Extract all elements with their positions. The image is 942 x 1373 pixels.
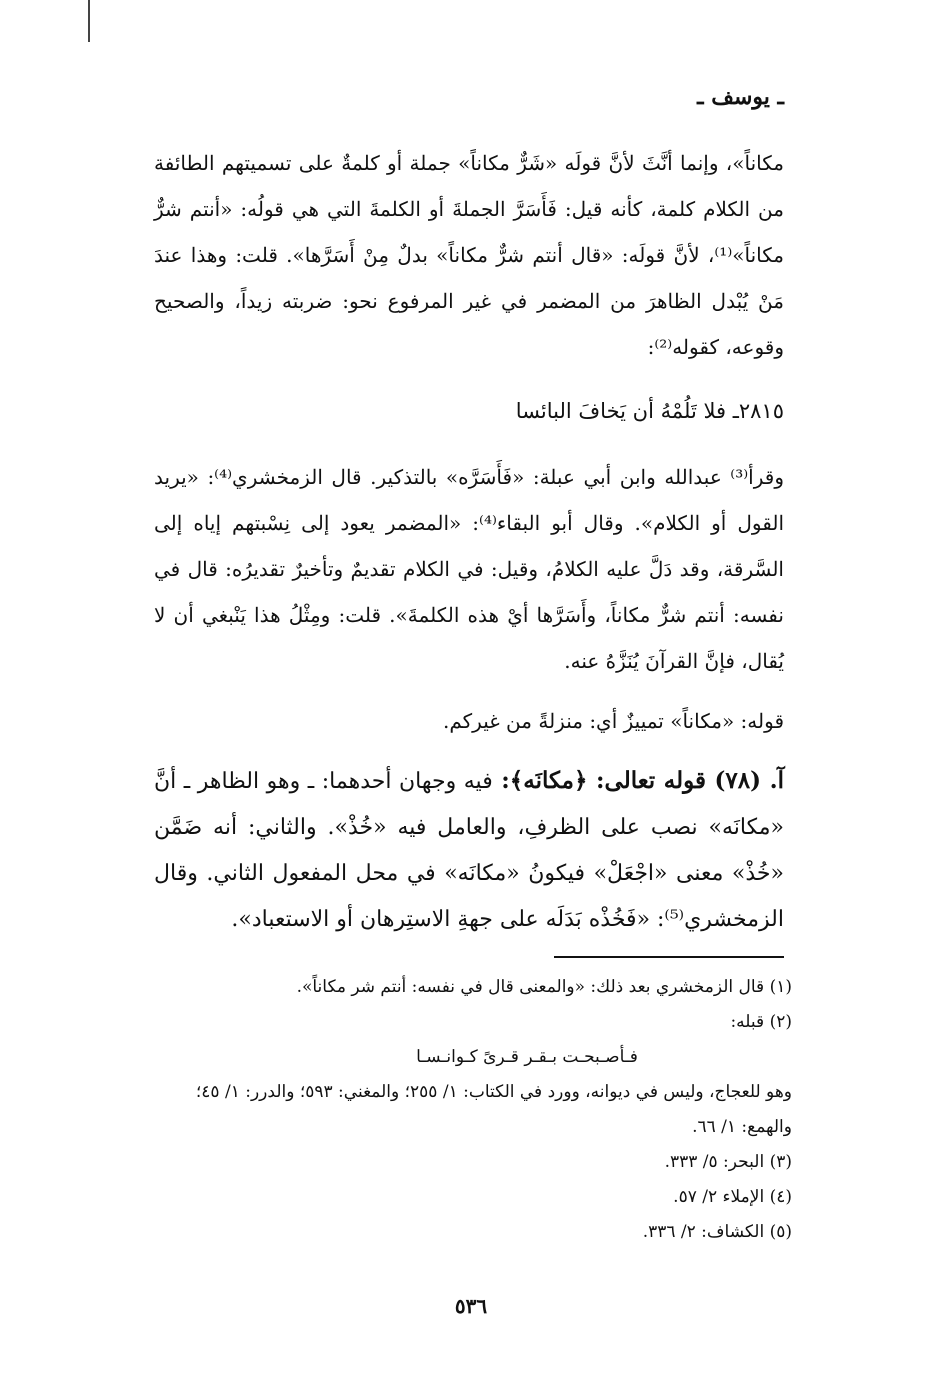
footnotes xyxy=(142,970,792,1250)
footnote-divider xyxy=(554,956,784,958)
footnote-2-note: وهو للعجاج، وليس في ديوانه، وورد في الكتاب: ١/ ٢٥٥؛ والمغني: ٥٩٣؛ والدرر: ١/ ٤٥؛ والهمع: ١/ ٦٦. xyxy=(195,1082,792,1137)
scan-margin-line xyxy=(88,0,90,42)
footnote-2-verse: فـأصـبحـت بـقـر قـرىً كـوانـسـا xyxy=(416,1047,638,1067)
main-text xyxy=(154,140,784,943)
running-header: ـ يوسف ـ xyxy=(697,84,784,110)
paragraph-4-body: فيه وجهان أحدهما: ـ وهو الظاهر ـ أنَّ «مكانَه» نصب على الظرفِ، والعامل فيه «خُذْ». والثاني: أنه ضَمَّن «خُذْ» معنى «اجْعَلْ» فيكونُ «مكانَه» في محل المفعول الثاني. وقال الزمخشري⁽⁵⁾: «فَخُذْه بَدَلَه على جهةِ الاستِرهان أو الاستعباد». xyxy=(154,769,784,932)
footnote-5: (٥) الكشاف: ٢/ ٣٣٦. xyxy=(642,1222,792,1242)
paragraph-2: وقرأ⁽³⁾ عبدالله وابن أبي عبلة: «فَأَسَرَّه» بالتذكير. قال الزمخشري⁽⁴⁾: «يريد القول أو الكلام». وقال أبو البقاء⁽⁴⁾: «المضمر يعود إلى نِسْبتهم إياه إلى السَّرقة، وقد دَلَّ عليه الكلامُ، وقيل: في الكلام تقديمٌ وتأخيرٌ تقديرُه: قال في نفسه: أنتم شرٌّ مكاناً، وأَسَرَّها أيْ هذه الكلمةَ». قلت: ومِثْلُ هذا يَنْبغي أن لا يُقال، فإنَّ القرآنَ يُنَزَّهُ عنه. xyxy=(154,465,785,673)
page-number: ٥٣٦ xyxy=(454,1294,488,1318)
paragraph-4 xyxy=(154,758,784,943)
paragraph-1: مكاناً»، وإنما أنَّثَ لأنَّ قولَه «شَرٌّ مكاناً» جملة أو كلمةٌ على تسميتهم الطائفة من الكلام كلمة، كأنه قيل: فَأَسَرَّ الجملةَ أو الكلمةَ التي هي قولُه: «أنتم شرٌّ مكاناً»⁽¹⁾، لأنَّ قولَه: «قال أنتم شرٌّ مكاناً» بدلٌ مِنْ أَسَرَّها». قلت: وهذا عندَ مَنْ يُبْدل الظاهرَ من المضمر في غير المرفوع نحو: ضربته زيداً، والصحيح وقوعه، كقوله⁽²⁾: xyxy=(154,151,784,359)
verse-line: ٢٨١٥ـ فلا تَلُمْهُ أن يَخافَ البائسا xyxy=(515,399,784,423)
verse-heading: آ. (٧٨) قوله تعالى: ﴿مكانَه﴾: xyxy=(492,767,784,794)
paragraph-3: قوله: «مكاناً» تمييزٌ أي: منزلةً من غيركم. xyxy=(442,709,784,733)
footnote-4: (٤) الإملاء ٢/ ٥٧. xyxy=(673,1187,792,1207)
footnote-2: (٢) قبله: xyxy=(730,1012,792,1032)
footnote-3: (٣) البحر: ٥/ ٣٣٣. xyxy=(664,1152,792,1172)
footnote-1: (١) قال الزمخشري بعد ذلك: «والمعنى قال في نفسه: أنتم شر مكاناً». xyxy=(296,977,792,997)
